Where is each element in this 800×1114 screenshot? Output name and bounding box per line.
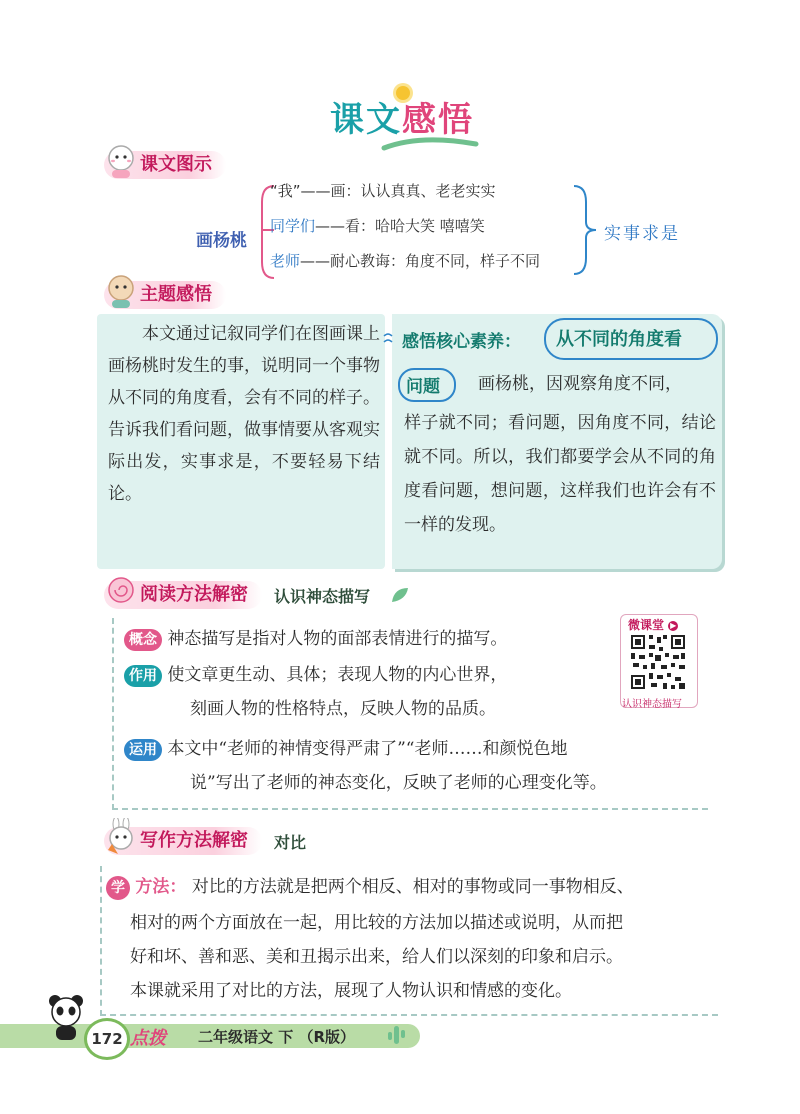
micro-lesson-caption: 认识神态描写 [622, 699, 682, 710]
cactus-icon [385, 1024, 407, 1046]
diagram-branch-2 [270, 250, 540, 271]
study-tag-icon: 学 [106, 876, 130, 900]
section-header-writing [104, 826, 306, 856]
qr-code-icon[interactable] [629, 633, 687, 691]
reading-usage-line-0: 本文中“老师的神情变得严肃了”“老师……和颜悦色地 [167, 739, 568, 759]
tag-concept: 概念 [124, 629, 162, 651]
core-body-text: 样子就不同；看问题，因角度不同，结论就不同。所以，我们都要学会从不同的角度看问题，想问题，这样我们也许会有不一样的发现。 [404, 413, 716, 535]
snail-mascot-icon [104, 572, 138, 610]
hamster-mascot-icon [104, 272, 138, 310]
section-header-reading [104, 580, 410, 610]
reading-item-usage [124, 734, 567, 764]
writing-line-0: 对比的方法就是把两个相反、相对的事物或同一事物相反、 [191, 877, 634, 897]
section-subtitle-writing: 对比 [274, 832, 307, 852]
diagram-branch-0-rest: ——画：认认真真、老老实实 [300, 182, 496, 200]
page-title-part2: 感悟 [402, 100, 474, 140]
connector-wave-icon [382, 330, 396, 350]
core-highlight-text-2: 问题 [406, 377, 440, 397]
diagram-bracket-right [572, 182, 598, 278]
sheep-mascot-icon [104, 142, 138, 180]
diagram-branch-2-subject: 老师 [270, 252, 301, 270]
section-header-theme [104, 280, 226, 310]
writing-line-0-row [106, 870, 634, 904]
leaf-icon [390, 586, 410, 604]
section-title-writing: 写作方法解密 [104, 827, 262, 855]
page-number: 172 [84, 1018, 130, 1060]
diagram-branch-2-rest: ——耐心教诲：角度不同，样子不同 [300, 252, 541, 270]
diagram-result: 实事求是 [604, 224, 680, 244]
section-title-theme: 主题感悟 [104, 281, 226, 309]
page-title-part1: 课文 [330, 100, 402, 140]
diagram-branch-1-subject: 同学们 [270, 217, 316, 235]
reading-function-line-0: 使文章更生动、具体；表现人物的内心世界， [167, 665, 508, 685]
writing-method-label: 方法： [135, 877, 187, 897]
writing-line-1: 相对的两个方面放在一起，用比较的方法加以描述或说明，从而把 [130, 913, 623, 933]
reading-item-function [124, 660, 507, 690]
reading-item-concept [124, 624, 507, 654]
book-title: 二年级语文 下 （R版） [198, 1028, 355, 1046]
theme-summary-text: 本文通过记叙同学们在图画课上画杨桃时发生的事，说明同一个事物从不同的角度看，会有不同的样子。告诉我们看问题，做事情要从客观实际出发，实事求是，不要轻易下结论。 [108, 324, 380, 504]
writing-line-2: 好和坏、善和恶、美和丑揭示出来，给人们以深刻的印象和启示。 [130, 947, 623, 967]
section-title-reading: 阅读方法解密 [104, 581, 262, 609]
bunny-mascot-icon [104, 818, 138, 856]
core-literacy-label: 感悟核心素养： [402, 332, 521, 352]
core-body-first-line: 画杨桃，因观察角度不同， [478, 374, 682, 394]
reading-function-line-1: 刻画人物的性格特点，反映人物的品质。 [190, 699, 496, 719]
writing-line-3: 本课就采用了对比的方法，展现了人物认识和情感的变化。 [130, 981, 572, 1001]
diagram-branch-1 [270, 215, 485, 236]
reading-usage-line-1: 说”写出了老师的神态变化，反映了老师的心理变化等。 [190, 773, 607, 793]
diagram-root: 画杨桃 [196, 231, 247, 251]
core-highlight-text: 从不同的角度看 [556, 329, 682, 350]
micro-lesson-title-text: 微课堂 [628, 618, 665, 632]
tag-function: 作用 [124, 665, 162, 687]
section-subtitle-reading: 认识神态描写 [274, 586, 371, 606]
brand-logo: 点拨 [130, 1028, 166, 1049]
section-title-diagram: 课文图示 [104, 151, 226, 179]
diagram-branch-0 [270, 180, 496, 201]
title-swoosh-decoration [380, 130, 480, 154]
diagram-branch-0-subject: “我” [270, 182, 301, 200]
section-header-diagram [104, 150, 226, 180]
reading-concept-line-0: 神态描写是指对人物的面部表情进行的描写。 [167, 629, 508, 649]
diagram-branch-1-rest: ——看：哈哈大笑 嘻嘻笑 [315, 217, 485, 235]
micro-lesson-title [628, 616, 678, 633]
panda-mascot-icon [46, 992, 86, 1042]
tag-usage: 运用 [124, 739, 162, 761]
play-icon: ▶ [670, 620, 677, 630]
